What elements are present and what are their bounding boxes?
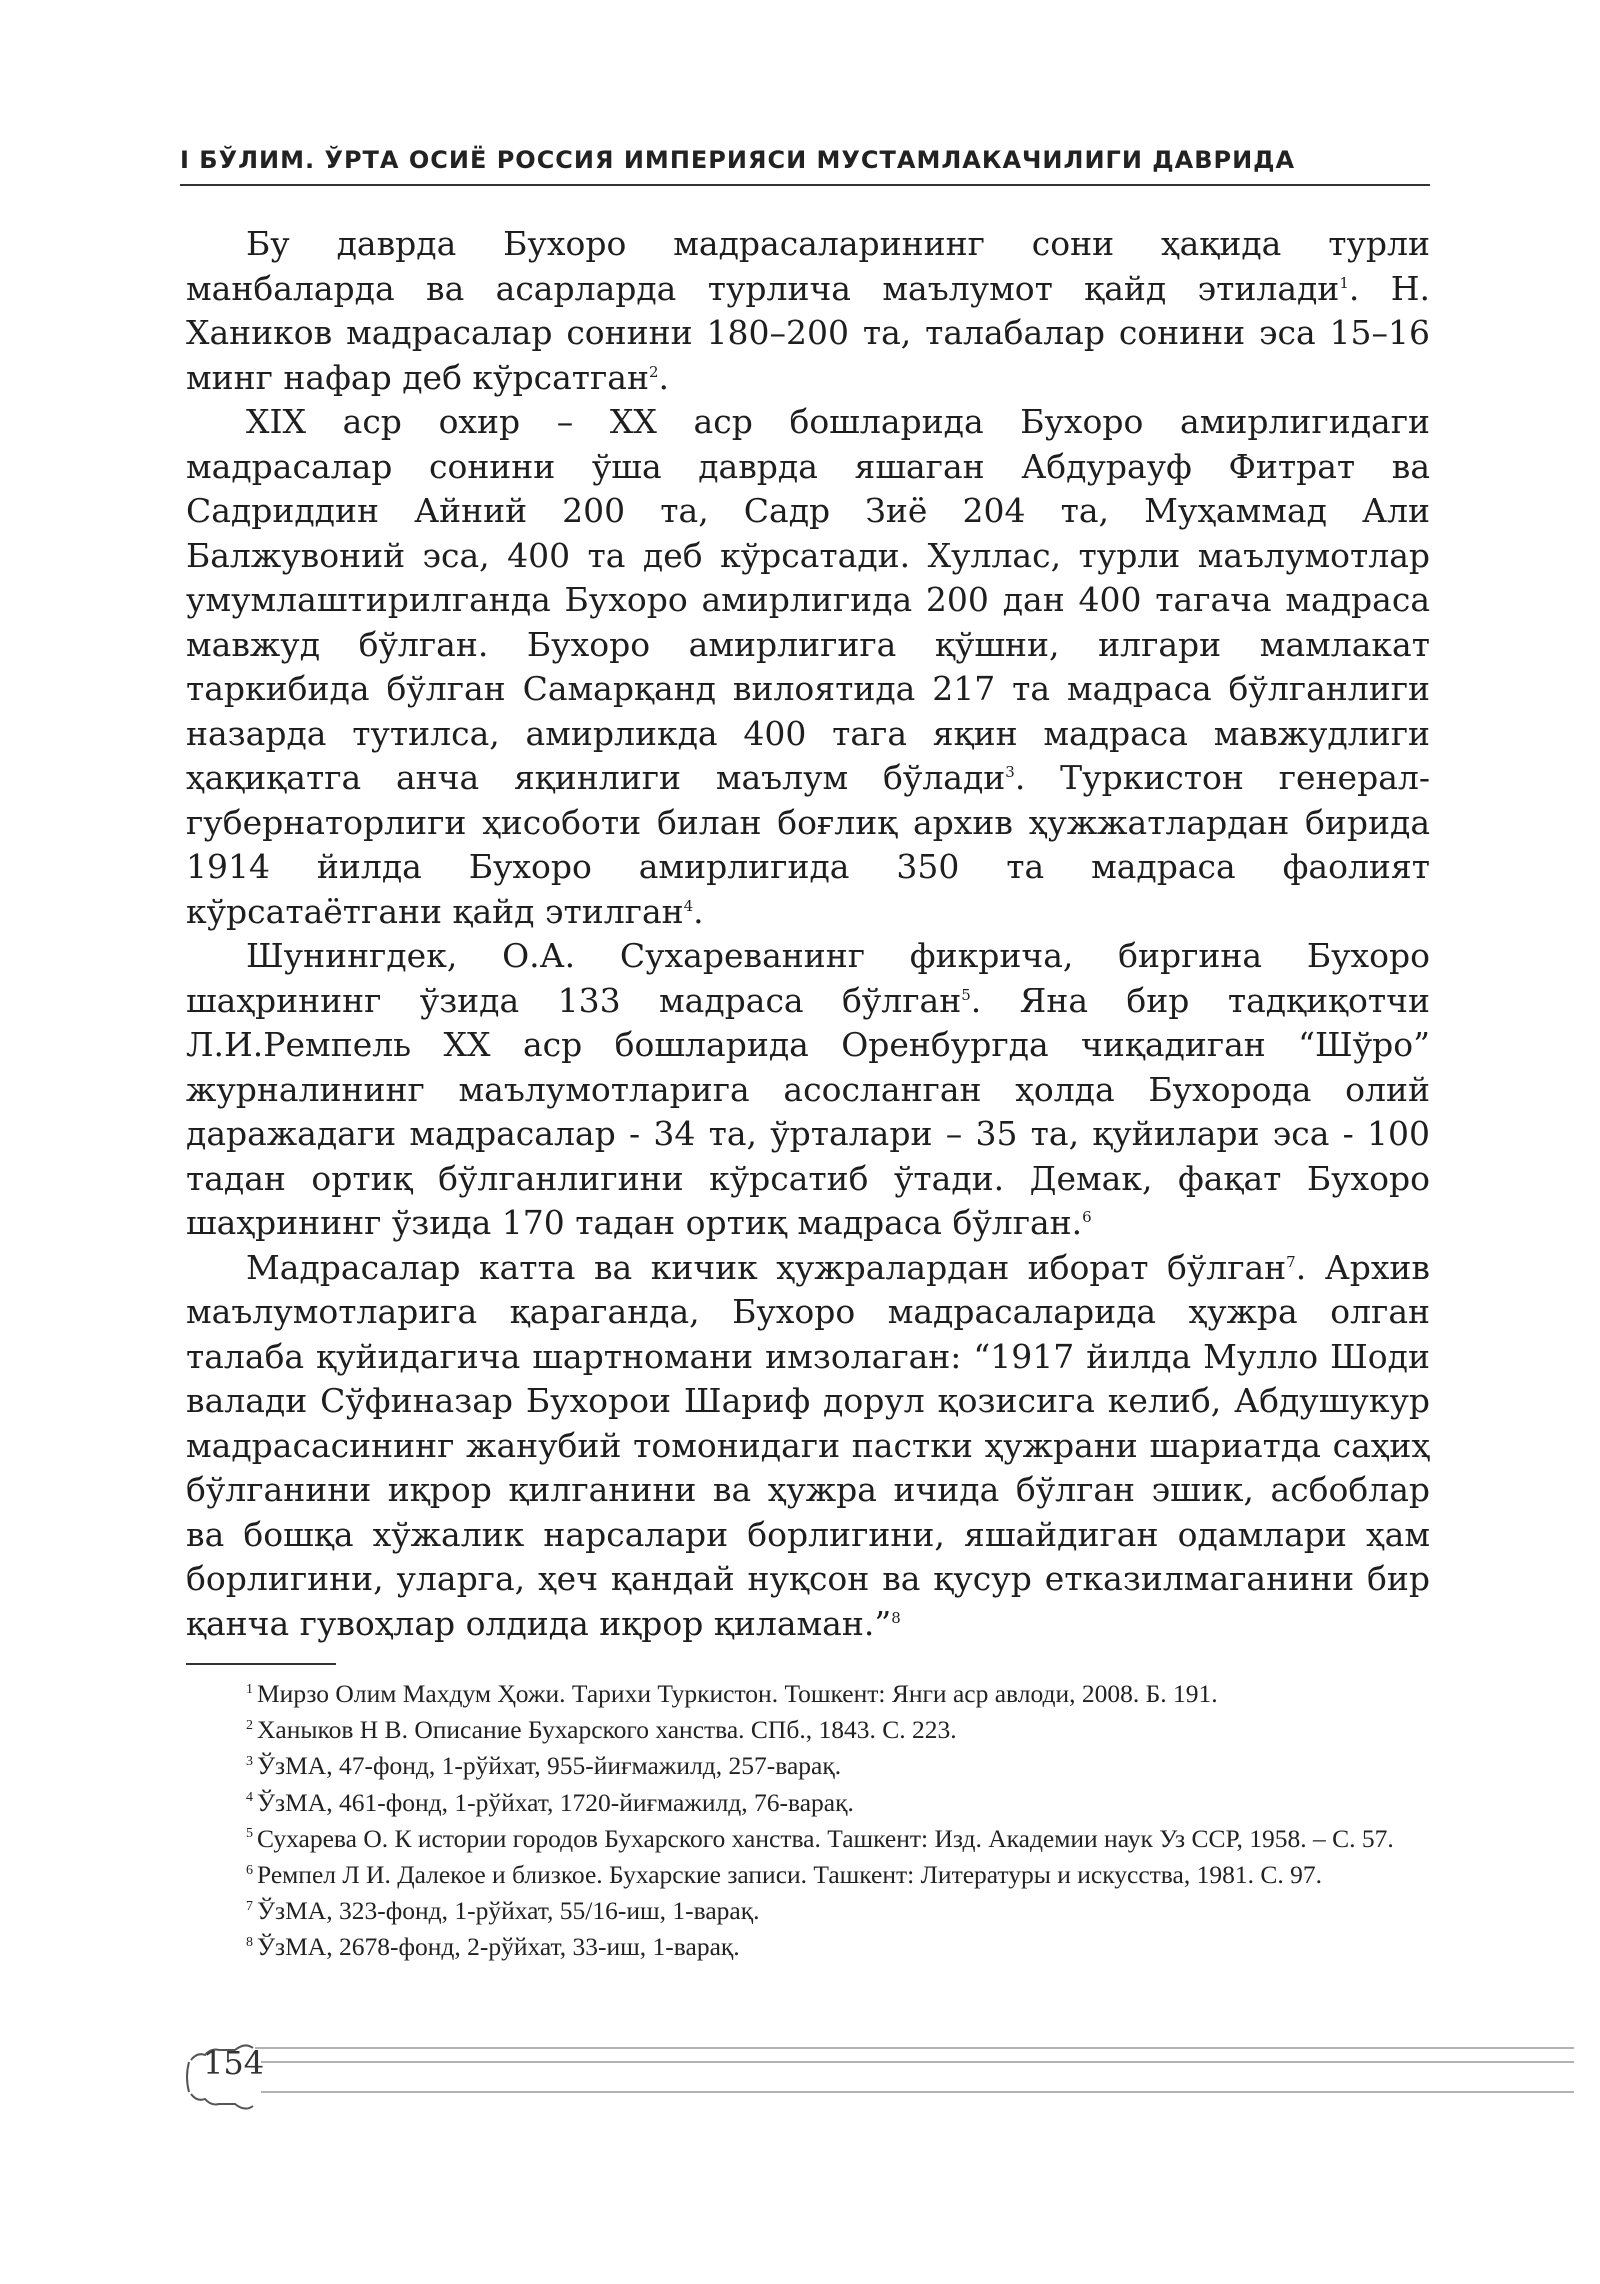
paragraph-text: . Архив маълумотларига қараганда, Бухоро мадрасаларида ҳужра олган талаба қуйидагича шартномани имзолаган: “1917 йилда Мулло Шоди валади Сўфиназар Бухорои Шариф дорул қозисига келиб, Абдушукур мадрасасининг жанубий томонидаги пастки ҳужрани шариатда саҳиҳ бўлганини иқрор қилганини ва ҳужра ичида бўлган эшик, асбоблар ва бошқа хўжалик нарсалари борлигини, яшайдиган одамлари ҳам борлигини, уларга, ҳеч қандай нуқсон ва қусур етказилмаганини бир қанча гувоҳлар олдида иқрор қиламан.”	[186, 1247, 1430, 1643]
footnote-reference: 7	[1286, 1252, 1296, 1271]
footnotes	[186, 1676, 1430, 1966]
footnote-text: Ханыков Н В. Описание Бухарского ханства. СПб., 1843. С. 223.	[257, 1715, 957, 1745]
footnote-separator	[186, 1663, 336, 1665]
footnote-reference: 1	[1339, 273, 1349, 292]
page-ornament-icon	[183, 2022, 1574, 2112]
paragraph-text: . Туркистон генерал-губернаторлиги ҳисоботи билан боғлиқ архив ҳужжатлардан бирида 1914 йилда Бухоро амирлигида 350 та мадраса фаолият кўрсатаётгани қайд этилган	[186, 758, 1430, 931]
paragraph-text: Мадрасалар катта ва кичик ҳужралардан иборат бўлган	[246, 1247, 1287, 1287]
footnote	[186, 1821, 1430, 1857]
footnote-text: ЎзМА, 2678-фонд, 2-рўйхат, 33-иш, 1-варақ.	[257, 1932, 740, 1962]
paragraph	[186, 934, 1430, 1246]
footnote-text: ЎзМА, 323-фонд, 1-рўйхат, 55/16-иш, 1-варақ.	[257, 1896, 760, 1926]
footnote-number: 6	[246, 1862, 253, 1878]
footnote-text: ЎзМА, 461-фонд, 1-рўйхат, 1720-йиғмажилд, 76-варақ.	[257, 1787, 854, 1817]
footnote-reference: 2	[648, 362, 659, 381]
body-text	[186, 222, 1430, 1646]
paragraph	[186, 222, 1430, 400]
footnote-number: 1	[246, 1681, 253, 1697]
footnote-text: Ремпел Л И. Далекое и близкое. Бухарские записи. Ташкент: Литературы и искусства, 1981. С. 97.	[257, 1860, 1322, 1890]
footnote-number: 5	[246, 1826, 253, 1842]
footnote-reference: 8	[891, 1608, 901, 1627]
footnote	[186, 1748, 1430, 1784]
footnote	[186, 1712, 1430, 1748]
footnote	[186, 1857, 1430, 1893]
footnote-reference: 4	[683, 896, 694, 915]
running-header: I БЎЛИМ. ЎРТА ОСИЁ РОССИЯ ИМПЕРИЯСИ МУСТАМЛАКАЧИЛИГИ ДАВРИДА	[180, 146, 1430, 186]
paragraph-text: XIX аср охир – XX аср бошларида Бухоро амирлигидаги мадрасалар сонини ўша даврда яшаган Абдурауф Фитрат ва Садриддин Айний 200 та, Садр Зиё 204 та, Муҳаммад Али Балжувоний эса, 400 та деб кўрсатади. Хуллас, турли маълумотлар умумлаштирилганда Бухоро амирлигида 200 дан 400 тагача мадраса мавжуд бўлган. Бухоро амирлигига қўшни, илгари мамлакат таркибида бўлган Самарқанд вилоятида 217 та мадраса бўлганлиги назарда тутилса, амирликда 400 тага яқин мадраса мавжудлиги ҳақиқатга анча яқинлиги маълум бўлади	[186, 402, 1430, 797]
page-number-block	[183, 2022, 1574, 2112]
footnote-reference: 6	[1082, 1208, 1092, 1226]
paragraph-text: Шунингдек, О.А. Сухареванинг фикрича, биргина Бухоро шаҳрининг ўзида 133 мадраса бўлган	[186, 936, 1430, 1020]
paragraph-text: . Яна бир тадқиқотчи Л.И.Ремпель XX аср бошларида Оренбургда чиқадиган “Шўро” журналининг маълумотларига асосланган ҳолда Бухорода олий даражадаги мадрасалар - 34 та, ўрталари – 35 та, қуйилари эса - 100 тадан ортиқ бўлганлигини кўрсатиб ўтади. Демак, фақат Бухоро шаҳрининг ўзида 170 тадан ортиқ мадраса бўлган.	[186, 980, 1430, 1242]
footnote-text: Сухарева О. К истории городов Бухарского ханства. Ташкент: Изд. Академии наук Уз ССР, 1958. – С. 57.	[257, 1823, 1394, 1853]
footnote-reference: 5	[961, 985, 971, 1004]
paragraph-text: .	[693, 891, 704, 931]
footnote	[186, 1929, 1430, 1965]
page-number: 154	[203, 2044, 265, 2082]
footnote-text: ЎзМА, 47-фонд, 1-рўйхат, 955-йиғмажилд, 257-варақ.	[257, 1751, 842, 1781]
footnote	[186, 1676, 1430, 1712]
footnote-number: 8	[246, 1934, 253, 1950]
footnote-number: 3	[246, 1753, 253, 1769]
footnote-number: 2	[246, 1717, 253, 1733]
paragraph	[186, 1246, 1430, 1647]
footnote	[186, 1785, 1430, 1821]
paragraph-text: .	[658, 357, 670, 397]
paragraph-text: . Н. Хаников мадрасалар сонини 180–200 та, талабалар сонини эса 15–16 минг нафар деб кўрсатган	[186, 268, 1430, 397]
paragraph	[186, 400, 1430, 934]
footnote-number: 7	[246, 1898, 253, 1914]
paragraph-text: Бу даврда Бухоро мадрасаларининг сони ҳақида турли манбаларда ва асарларда турлича маълумот қайд этилади	[186, 224, 1430, 308]
footnote-text: Мирзо Олим Махдум Ҳожи. Тарихи Туркистон. Тошкент: Янги аср авлоди, 2008. Б. 191.	[257, 1679, 1218, 1708]
footnote-number: 4	[246, 1790, 253, 1806]
footnote	[186, 1893, 1430, 1929]
footnote-reference: 3	[1005, 763, 1015, 781]
